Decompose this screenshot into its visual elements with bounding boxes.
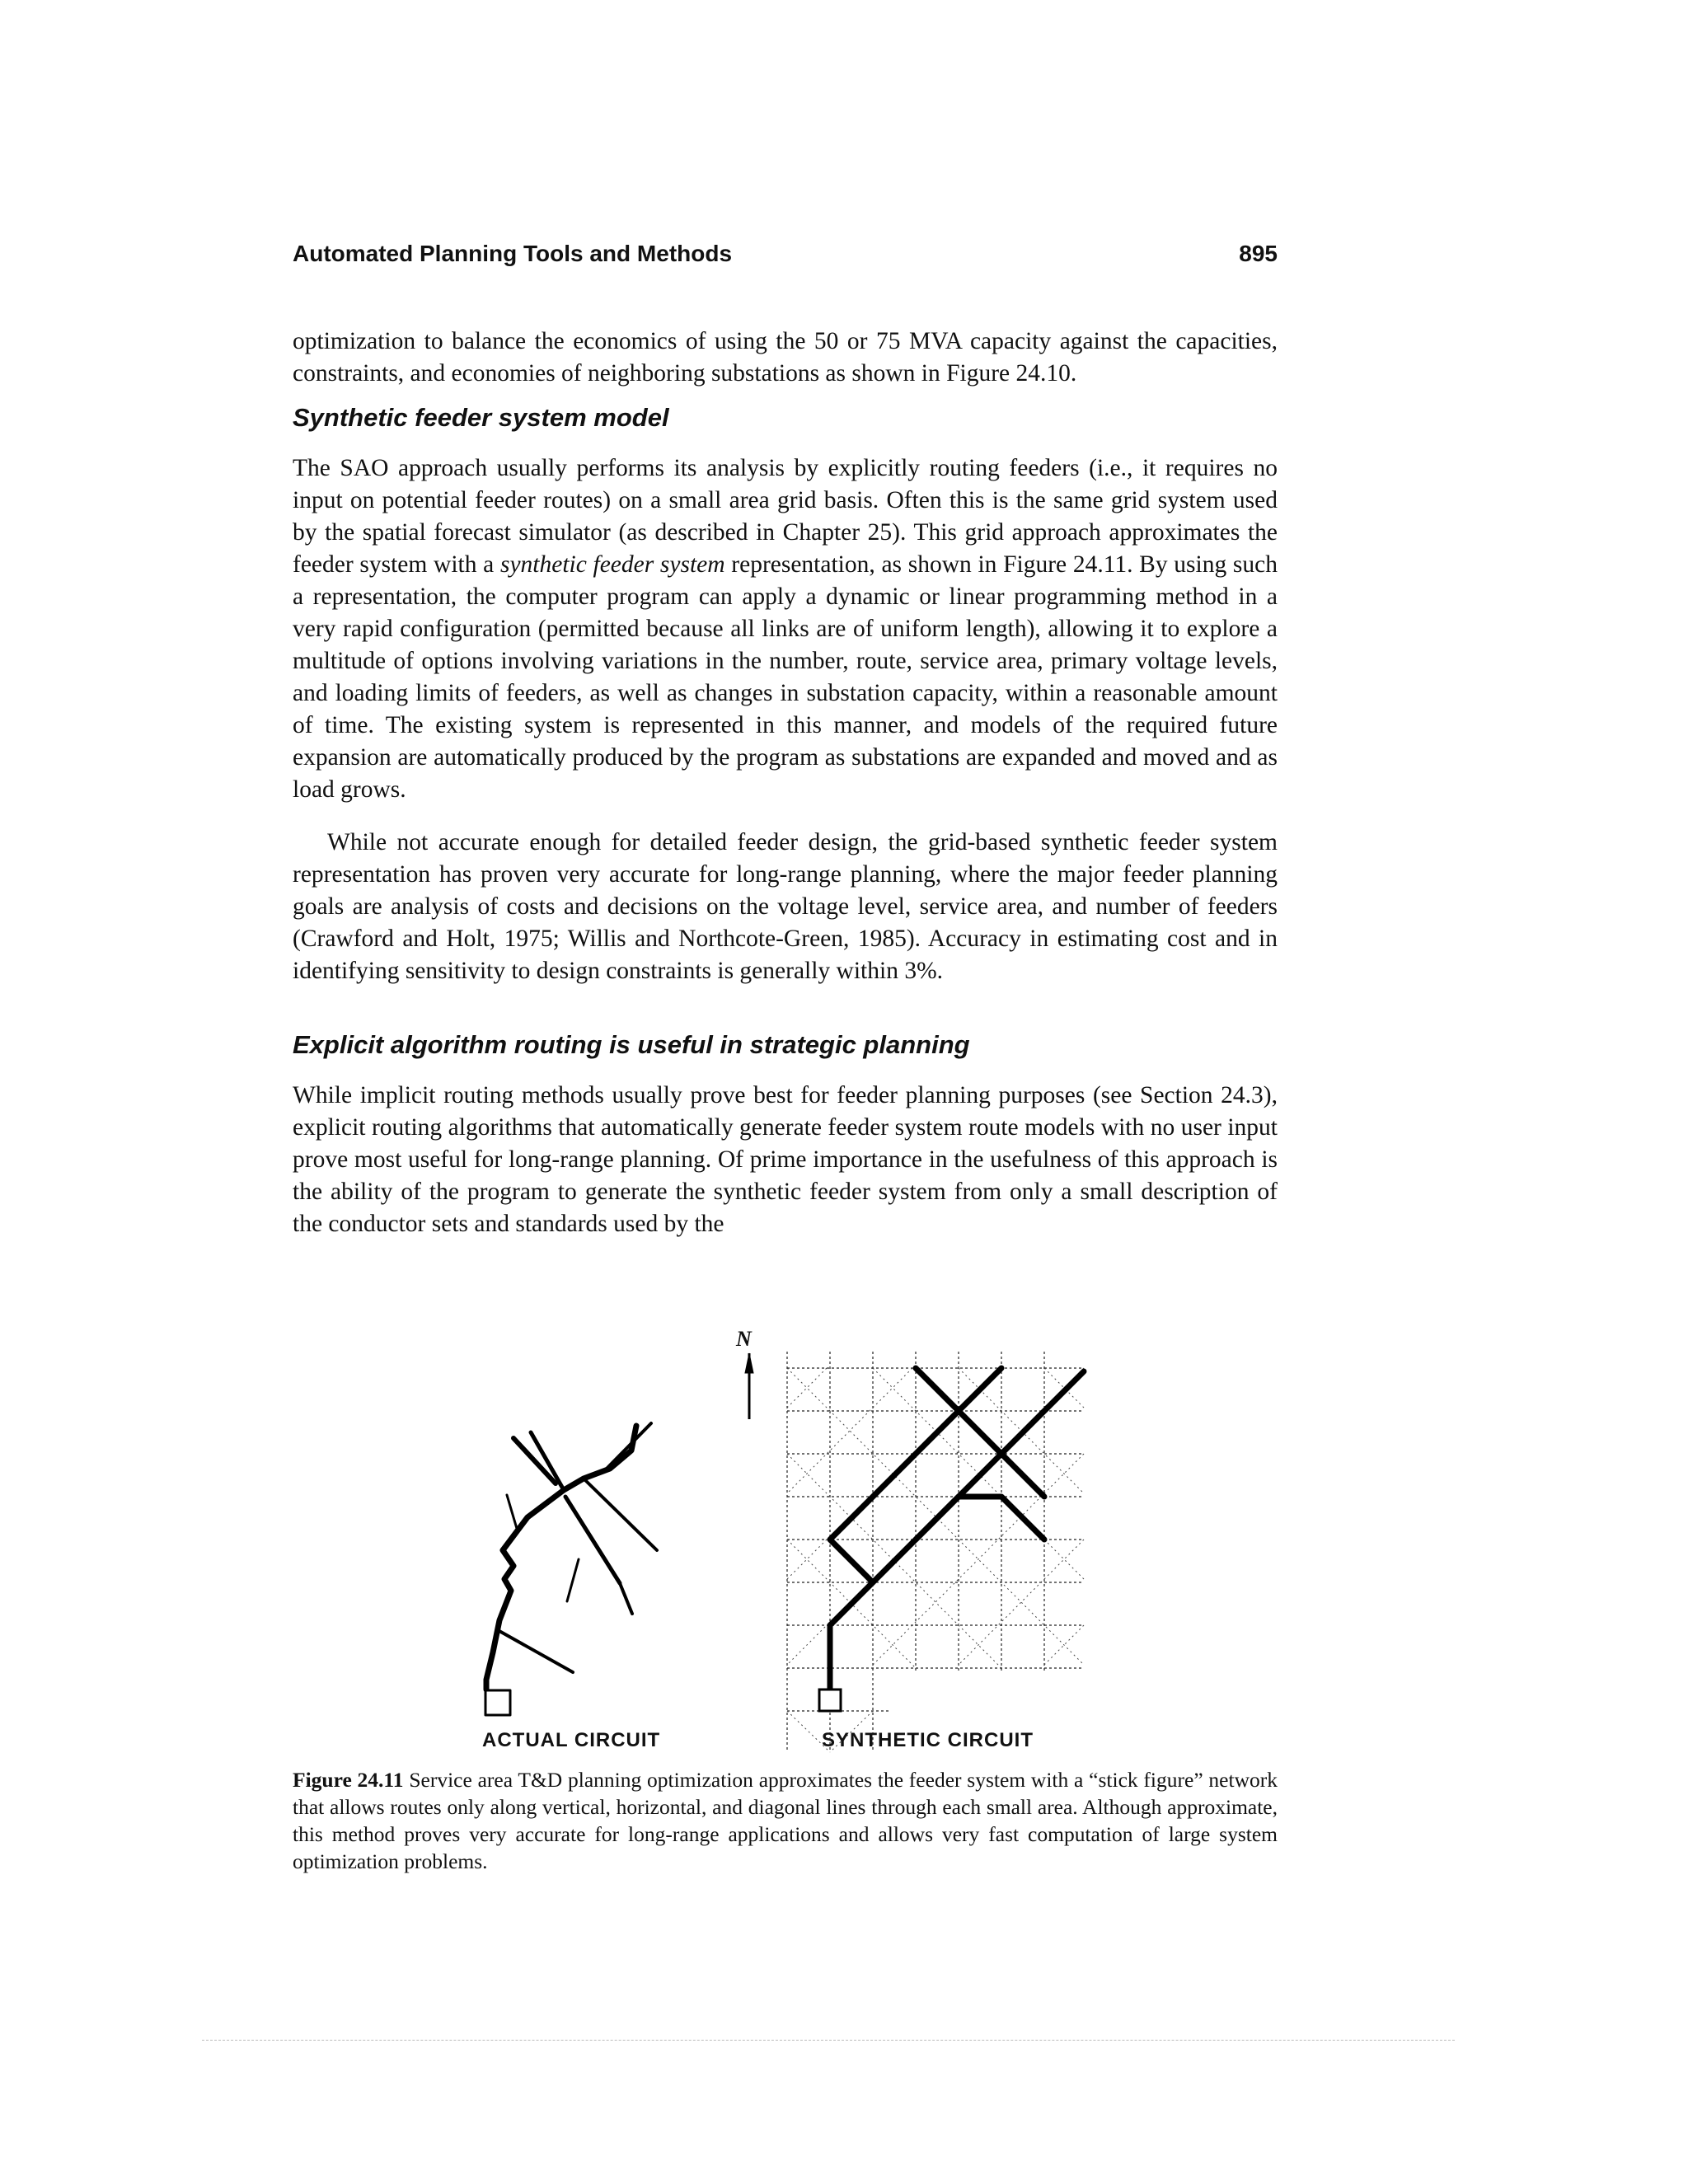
paragraph-2 bbox=[293, 452, 1278, 806]
figure-drawing bbox=[462, 1327, 1121, 1772]
north-arrow-icon bbox=[745, 1353, 753, 1419]
caption-text: Service area T&D planning optimization approximates the feeder system with a “stick figure” network that allows routes only along vertical, horizontal, and diagonal lines through each small area. Although approximate, this method proves very accurate for long-range applications and allows very fast computation of large system optimization problems. bbox=[293, 1768, 1278, 1873]
footer-rule bbox=[202, 2040, 1455, 2041]
caption-figure-number: Figure 24.11 bbox=[293, 1768, 404, 1792]
actual-circuit-diagram bbox=[485, 1423, 657, 1715]
section-heading-synthetic-feeder: Synthetic feeder system model bbox=[293, 403, 669, 432]
synthetic-circuit-label: SYNTHETIC CIRCUIT bbox=[822, 1729, 1034, 1751]
figure-24-11 bbox=[462, 1327, 1121, 1772]
section-heading-explicit-routing: Explicit algorithm routing is useful in strategic planning bbox=[293, 1030, 970, 1059]
paragraph-1: optimization to balance the economics of using the 50 or 75 MVA capacity against the capacities, constraints, and economies of neighboring substations as shown in Figure 24.10. bbox=[293, 328, 1278, 387]
north-label: N bbox=[736, 1327, 752, 1351]
running-title: Automated Planning Tools and Methods bbox=[293, 241, 733, 266]
paragraph-2-text-b: representation, as shown in Figure 24.11. By using such a representation, the computer program can apply a dynamic or linear programming method in a very rapid configuration (permitted because all links are of uniform length), allowing it to explore a multitude of options involving variations in the number, route, service area, primary voltage levels, and loading limits of feeders, as well as changes in substation capacity, within a reasonable amount of time. The existing system is represented in this manner, and models of the required future expansion are automatically produced by the program as substations are expanded and moved and as load grows. bbox=[293, 551, 1278, 803]
substation-symbol-synthetic bbox=[819, 1690, 841, 1711]
synthetic-circuit-feeder bbox=[830, 1368, 1084, 1690]
running-head bbox=[293, 241, 1278, 267]
actual-circuit-label: ACTUAL CIRCUIT bbox=[482, 1729, 661, 1751]
paragraph-3: While not accurate enough for detailed feeder design, the grid-based synthetic feeder system representation has proven very accurate for long-range planning, where the major feeder planning goals are analysis of costs and decisions on the voltage level, service area, and number of feeders (Crawford and Holt, 1975; Willis and Northcote-Green, 1985). Accuracy in estimating cost and in identifying sensitivity to design constraints is generally within 3%. bbox=[293, 829, 1278, 984]
figure-caption bbox=[293, 1766, 1278, 1875]
paragraph-2-emphasis: synthetic feeder system bbox=[499, 551, 725, 578]
page-number: 895 bbox=[1239, 241, 1278, 266]
paragraph-2-text-a: The SAO approach usually performs its analysis by explicitly routing feeders (i.e., it requires no input on potential feeder routes) on a small area grid basis. Often this is the same grid system used by the spatial forecast simulator (as described in Chapter 25). This grid approach approximates the feeder system with a bbox=[293, 455, 1278, 578]
paragraph-4: While implicit routing methods usually prove best for feeder planning purposes (see Section 24.3), explicit routing algorithms that automatically generate feeder system route models with no user input prove most useful for long-range planning. Of prime importance in the usefulness of this approach is the ability of the program to generate the synthetic feeder system from only a small description of the conductor sets and standards used by the bbox=[293, 1082, 1278, 1237]
